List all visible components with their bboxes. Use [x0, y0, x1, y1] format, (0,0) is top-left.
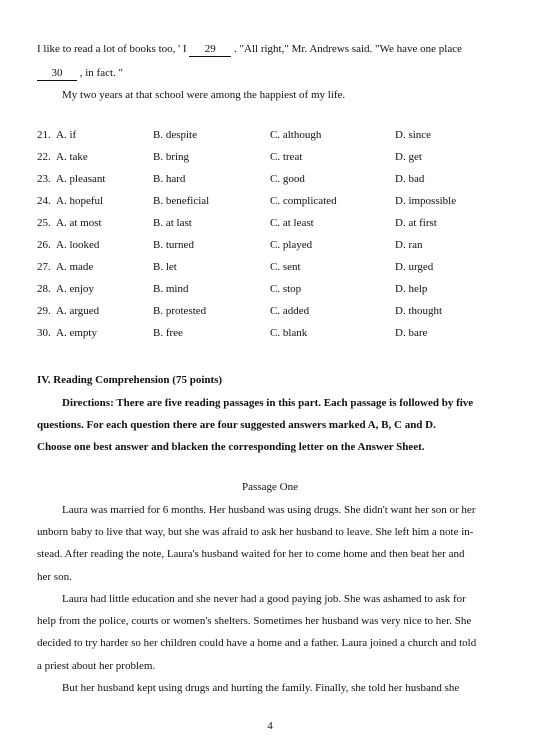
question-number: 30.: [37, 327, 51, 339]
option-b: B. beneficial: [153, 195, 210, 207]
passage-p2-line-4: a priest about her problem.: [37, 660, 156, 672]
passage-p1-line-2: unborn baby to live that way, but she was afraid to ask her husband to leave. She left him a note in-: [37, 526, 474, 538]
option-row: [37, 305, 497, 319]
option-row: [37, 283, 497, 297]
passage-p1-line-1: Laura was married for 6 months. Her husband was using drugs. She didn't want her son or her: [62, 504, 476, 516]
option-d: D. impossible: [395, 195, 457, 207]
option-d: D. thought: [395, 305, 443, 317]
option-d: D. bare: [395, 327, 428, 339]
option-c: C. good: [270, 173, 305, 185]
blank-30: 30: [37, 66, 77, 81]
option-row: [37, 129, 497, 143]
question-number: 29.: [37, 305, 51, 317]
option-c: C. although: [270, 129, 322, 141]
option-a: A. empty: [56, 327, 97, 339]
option-row: [37, 173, 497, 187]
option-a: A. argued: [56, 305, 100, 317]
intro-line-1-before: I like to read a lot of books too, ' I: [37, 43, 187, 55]
option-b: B. at last: [153, 217, 192, 229]
option-a: A. at most: [56, 217, 102, 229]
page-number: 4: [267, 720, 273, 732]
option-row: [37, 195, 497, 209]
question-number: 21.: [37, 129, 51, 141]
passage-p2-line-3: decided to try harder so her children could have a home and a father. Laura joined a church and told: [37, 637, 477, 649]
option-row: [37, 327, 497, 341]
question-number: 26.: [37, 239, 51, 251]
intro-line-2: [37, 66, 123, 81]
option-row: [37, 217, 497, 231]
option-b: B. turned: [153, 239, 194, 251]
option-a: A. looked: [56, 239, 100, 251]
directions-line-3: Choose one best answer and blacken the corresponding letter on the Answer Sheet.: [37, 441, 425, 453]
option-d: D. since: [395, 129, 432, 141]
passage-p2-line-1: Laura had little education and she never had a good paying job. She was ashamed to ask for: [62, 593, 466, 605]
question-number: 22.: [37, 151, 51, 163]
option-d: D. ran: [395, 239, 423, 251]
directions-line-2: questions. For each question there are four suggested answers marked A, B, C and D.: [37, 419, 436, 431]
option-b: B. hard: [153, 173, 186, 185]
option-row: [37, 151, 497, 165]
question-number: 23.: [37, 173, 51, 185]
intro-line-3: My two years at that school were among the happiest of my life.: [62, 89, 346, 101]
intro-line-1: [37, 42, 462, 57]
option-d: D. urged: [395, 261, 434, 273]
option-row: [37, 239, 497, 253]
passage-p1-line-3: stead. After reading the note, Laura's husband waited for her to come home and then beat her and: [37, 548, 465, 560]
section-heading: IV. Reading Comprehension (75 points): [37, 374, 223, 386]
option-b: B. despite: [153, 129, 197, 141]
option-a: A. pleasant: [56, 173, 106, 185]
option-c: C. blank: [270, 327, 308, 339]
option-a: A. enjoy: [56, 283, 94, 295]
option-c: C. sent: [270, 261, 301, 273]
option-c: C. at least: [270, 217, 314, 229]
option-d: D. at first: [395, 217, 437, 229]
option-b: B. mind: [153, 283, 189, 295]
intro-line-1-after: . "All right," Mr. Andrews said. "We have one place: [234, 43, 462, 55]
option-c: C. treat: [270, 151, 303, 163]
passage-p3-line-1: But her husband kept using drugs and hurting the family. Finally, she told her husband she: [62, 682, 460, 694]
option-row: [37, 261, 497, 275]
option-a: A. hopeful: [56, 195, 104, 207]
option-a: A. take: [56, 151, 88, 163]
option-c: C. complicated: [270, 195, 337, 207]
option-c: C. played: [270, 239, 313, 251]
directions-line-1: Directions: There are five reading passages in this part. Each passage is followed by five: [62, 397, 474, 409]
option-d: D. get: [395, 151, 422, 163]
option-b: B. protested: [153, 305, 207, 317]
passage-title: Passage One: [242, 481, 298, 493]
passage-p2-line-2: help from the police, courts or women's shelters. Sometimes her husband was very nice to her. She: [37, 615, 472, 627]
question-number: 27.: [37, 261, 51, 273]
question-number: 24.: [37, 195, 51, 207]
question-number: 28.: [37, 283, 51, 295]
option-a: A. made: [56, 261, 94, 273]
option-c: C. stop: [270, 283, 302, 295]
option-c: C. added: [270, 305, 310, 317]
option-b: B. let: [153, 261, 177, 273]
option-b: B. bring: [153, 151, 190, 163]
option-d: D. bad: [395, 173, 425, 185]
option-b: B. free: [153, 327, 183, 339]
intro-line-2-after: , in fact. ": [79, 67, 124, 79]
option-d: D. help: [395, 283, 428, 295]
question-number: 25.: [37, 217, 51, 229]
passage-p1-line-4: her son.: [37, 571, 72, 583]
blank-29: 29: [189, 42, 231, 57]
option-a: A. if: [56, 129, 77, 141]
